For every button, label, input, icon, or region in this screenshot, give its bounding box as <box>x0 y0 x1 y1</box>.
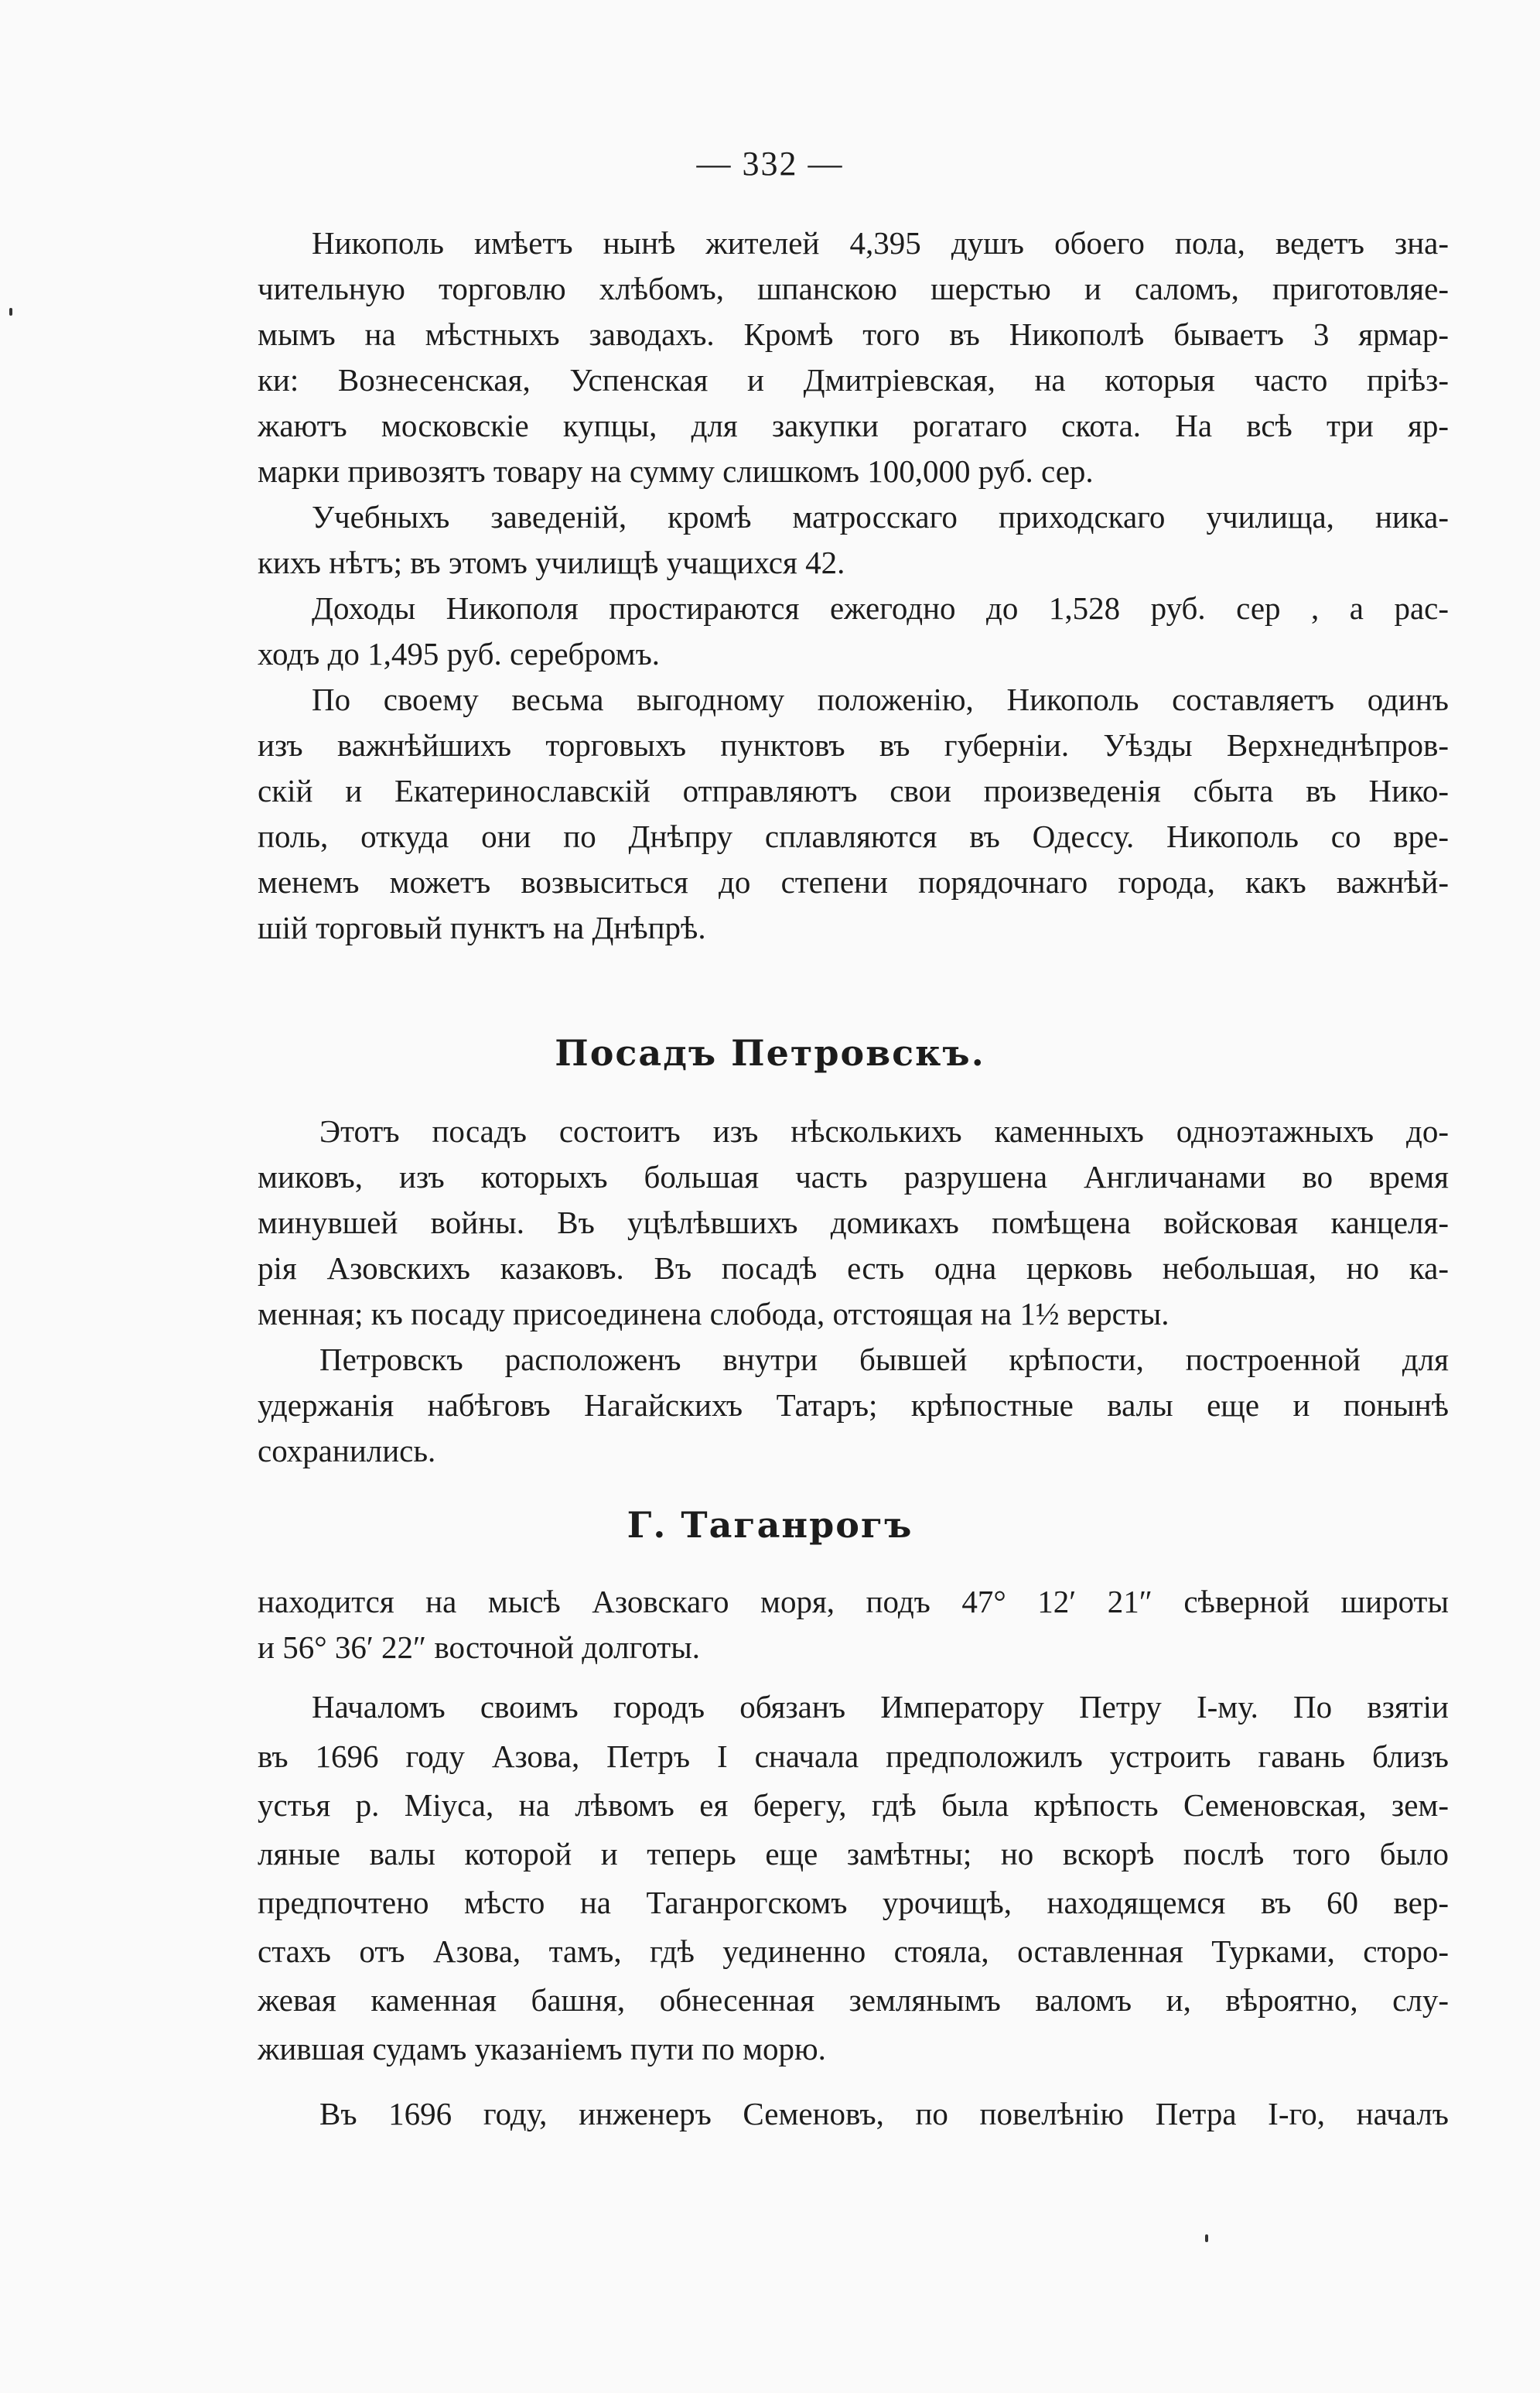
text-line: чительную торговлю хлѣбомъ, шпанскою шерстью и саломъ, приготовляе- <box>258 271 1449 306</box>
text-line: поль, откуда они по Днѣпру сплавляются въ Одессу. Никополь со вре- <box>258 819 1449 854</box>
text-line: ходъ до 1,495 руб. серебромъ. <box>258 636 661 672</box>
text-line: По своему весьма выгодному положенію, Никополь составляетъ одинъ <box>312 682 1449 717</box>
scan-speck <box>1205 2234 1208 2242</box>
text-line: Началомъ своимъ городъ обязанъ Императору Петру I-му. По взятіи <box>312 1689 1449 1725</box>
text-line: въ 1696 году Азова, Петръ I сначала предположилъ устроить гавань близъ <box>258 1738 1449 1774</box>
text-line: менная; къ посаду присоединена слобода, отстоящая на 1½ версты. <box>258 1296 1170 1332</box>
text-line: сохранились. <box>258 1433 436 1468</box>
text-line: ляные валы которой и теперь еще замѣтны; но вскорѣ послѣ того было <box>258 1836 1449 1872</box>
text-line: жившая судамъ указаніемъ пути по морю. <box>258 2031 826 2067</box>
text-line: Въ 1696 году, инженеръ Семеновъ, по повелѣнію Петра I-го, началъ <box>319 2096 1449 2131</box>
text-line: марки привозятъ товару на сумму слишкомъ 100,000 руб. сер. <box>258 453 1094 489</box>
page-number: — 332 — <box>696 145 844 183</box>
text-line: жевая каменная башня, обнесенная землянымъ валомъ и, вѣроятно, слу- <box>258 1982 1449 2018</box>
text-line: Этотъ посадъ состоитъ изъ нѣсколькихъ каменныхъ одноэтажныхъ до- <box>319 1113 1449 1149</box>
text-line: шій торговый пунктъ на Днѣпрѣ. <box>258 910 706 945</box>
text-line: и 56° 36′ 22″ восточной долготы. <box>258 1629 700 1665</box>
text-line: устья р. Міуса, на лѣвомъ ея берегу, гдѣ была крѣпость Семеновская, зем- <box>258 1787 1449 1823</box>
text-line: миковъ, изъ которыхъ большая часть разрушена Англичанами во время <box>258 1159 1449 1195</box>
text-line: кихъ нѣтъ; въ этомъ училищѣ учащихся 42. <box>258 545 845 580</box>
text-line: жаютъ московскіе купцы, для закупки рогатаго скота. На всѣ три яр- <box>258 408 1449 443</box>
text-line: Доходы Никополя простираются ежегодно до 1,528 руб. сер , а рас- <box>312 590 1449 626</box>
text-line: удержанія набѣговъ Нагайскихъ Татаръ; крѣпостные валы еще и понынѣ <box>258 1387 1449 1423</box>
text-line: рія Азовскихъ казаковъ. Въ посадѣ есть одна церковь небольшая, но ка- <box>258 1250 1449 1286</box>
scan-speck <box>9 308 12 316</box>
text-line: Учебныхъ заведеній, кромѣ матросскаго приходскаго училища, ника- <box>312 499 1449 535</box>
text-line: скій и Екатеринославскій отправляютъ свои произведенія сбыта въ Нико- <box>258 773 1449 808</box>
section-heading-petrovsk: Посадъ Петровскъ. <box>555 1032 985 1074</box>
section-heading-taganrog: Г. Таганрогъ <box>627 1504 913 1546</box>
text-line: менемъ можетъ возвыситься до степени порядочнаго города, какъ важнѣй- <box>258 864 1449 900</box>
text-line: Никополь имѣетъ нынѣ жителей 4,395 душъ обоего пола, ведетъ зна- <box>312 225 1449 261</box>
text-line: ки: Вознесенская, Успенская и Дмитріевская, на которыя часто пріѣз- <box>258 362 1449 398</box>
text-line: предпочтено мѣсто на Таганрогскомъ урочищѣ, находящемся въ 60 вер- <box>258 1885 1449 1920</box>
text-line: мымъ на мѣстныхъ заводахъ. Кромѣ того въ Никополѣ бываетъ 3 ярмар- <box>258 316 1449 352</box>
text-line: находится на мысѣ Азовскаго моря, подъ 47° 12′ 21″ сѣверной широты <box>258 1584 1449 1619</box>
text-line: Петровскъ расположенъ внутри бывшей крѣпости, построенной для <box>319 1342 1449 1377</box>
text-line: минувшей войны. Въ уцѣлѣвшихъ домикахъ помѣщена войсковая канцеля- <box>258 1205 1449 1240</box>
text-line: стахъ отъ Азова, тамъ, гдѣ уединенно стояла, оставленная Турками, сторо- <box>258 1933 1449 1969</box>
text-line: изъ важнѣйшихъ торговыхъ пунктовъ въ губерніи. Уѣзды Верхнеднѣпров- <box>258 727 1449 763</box>
